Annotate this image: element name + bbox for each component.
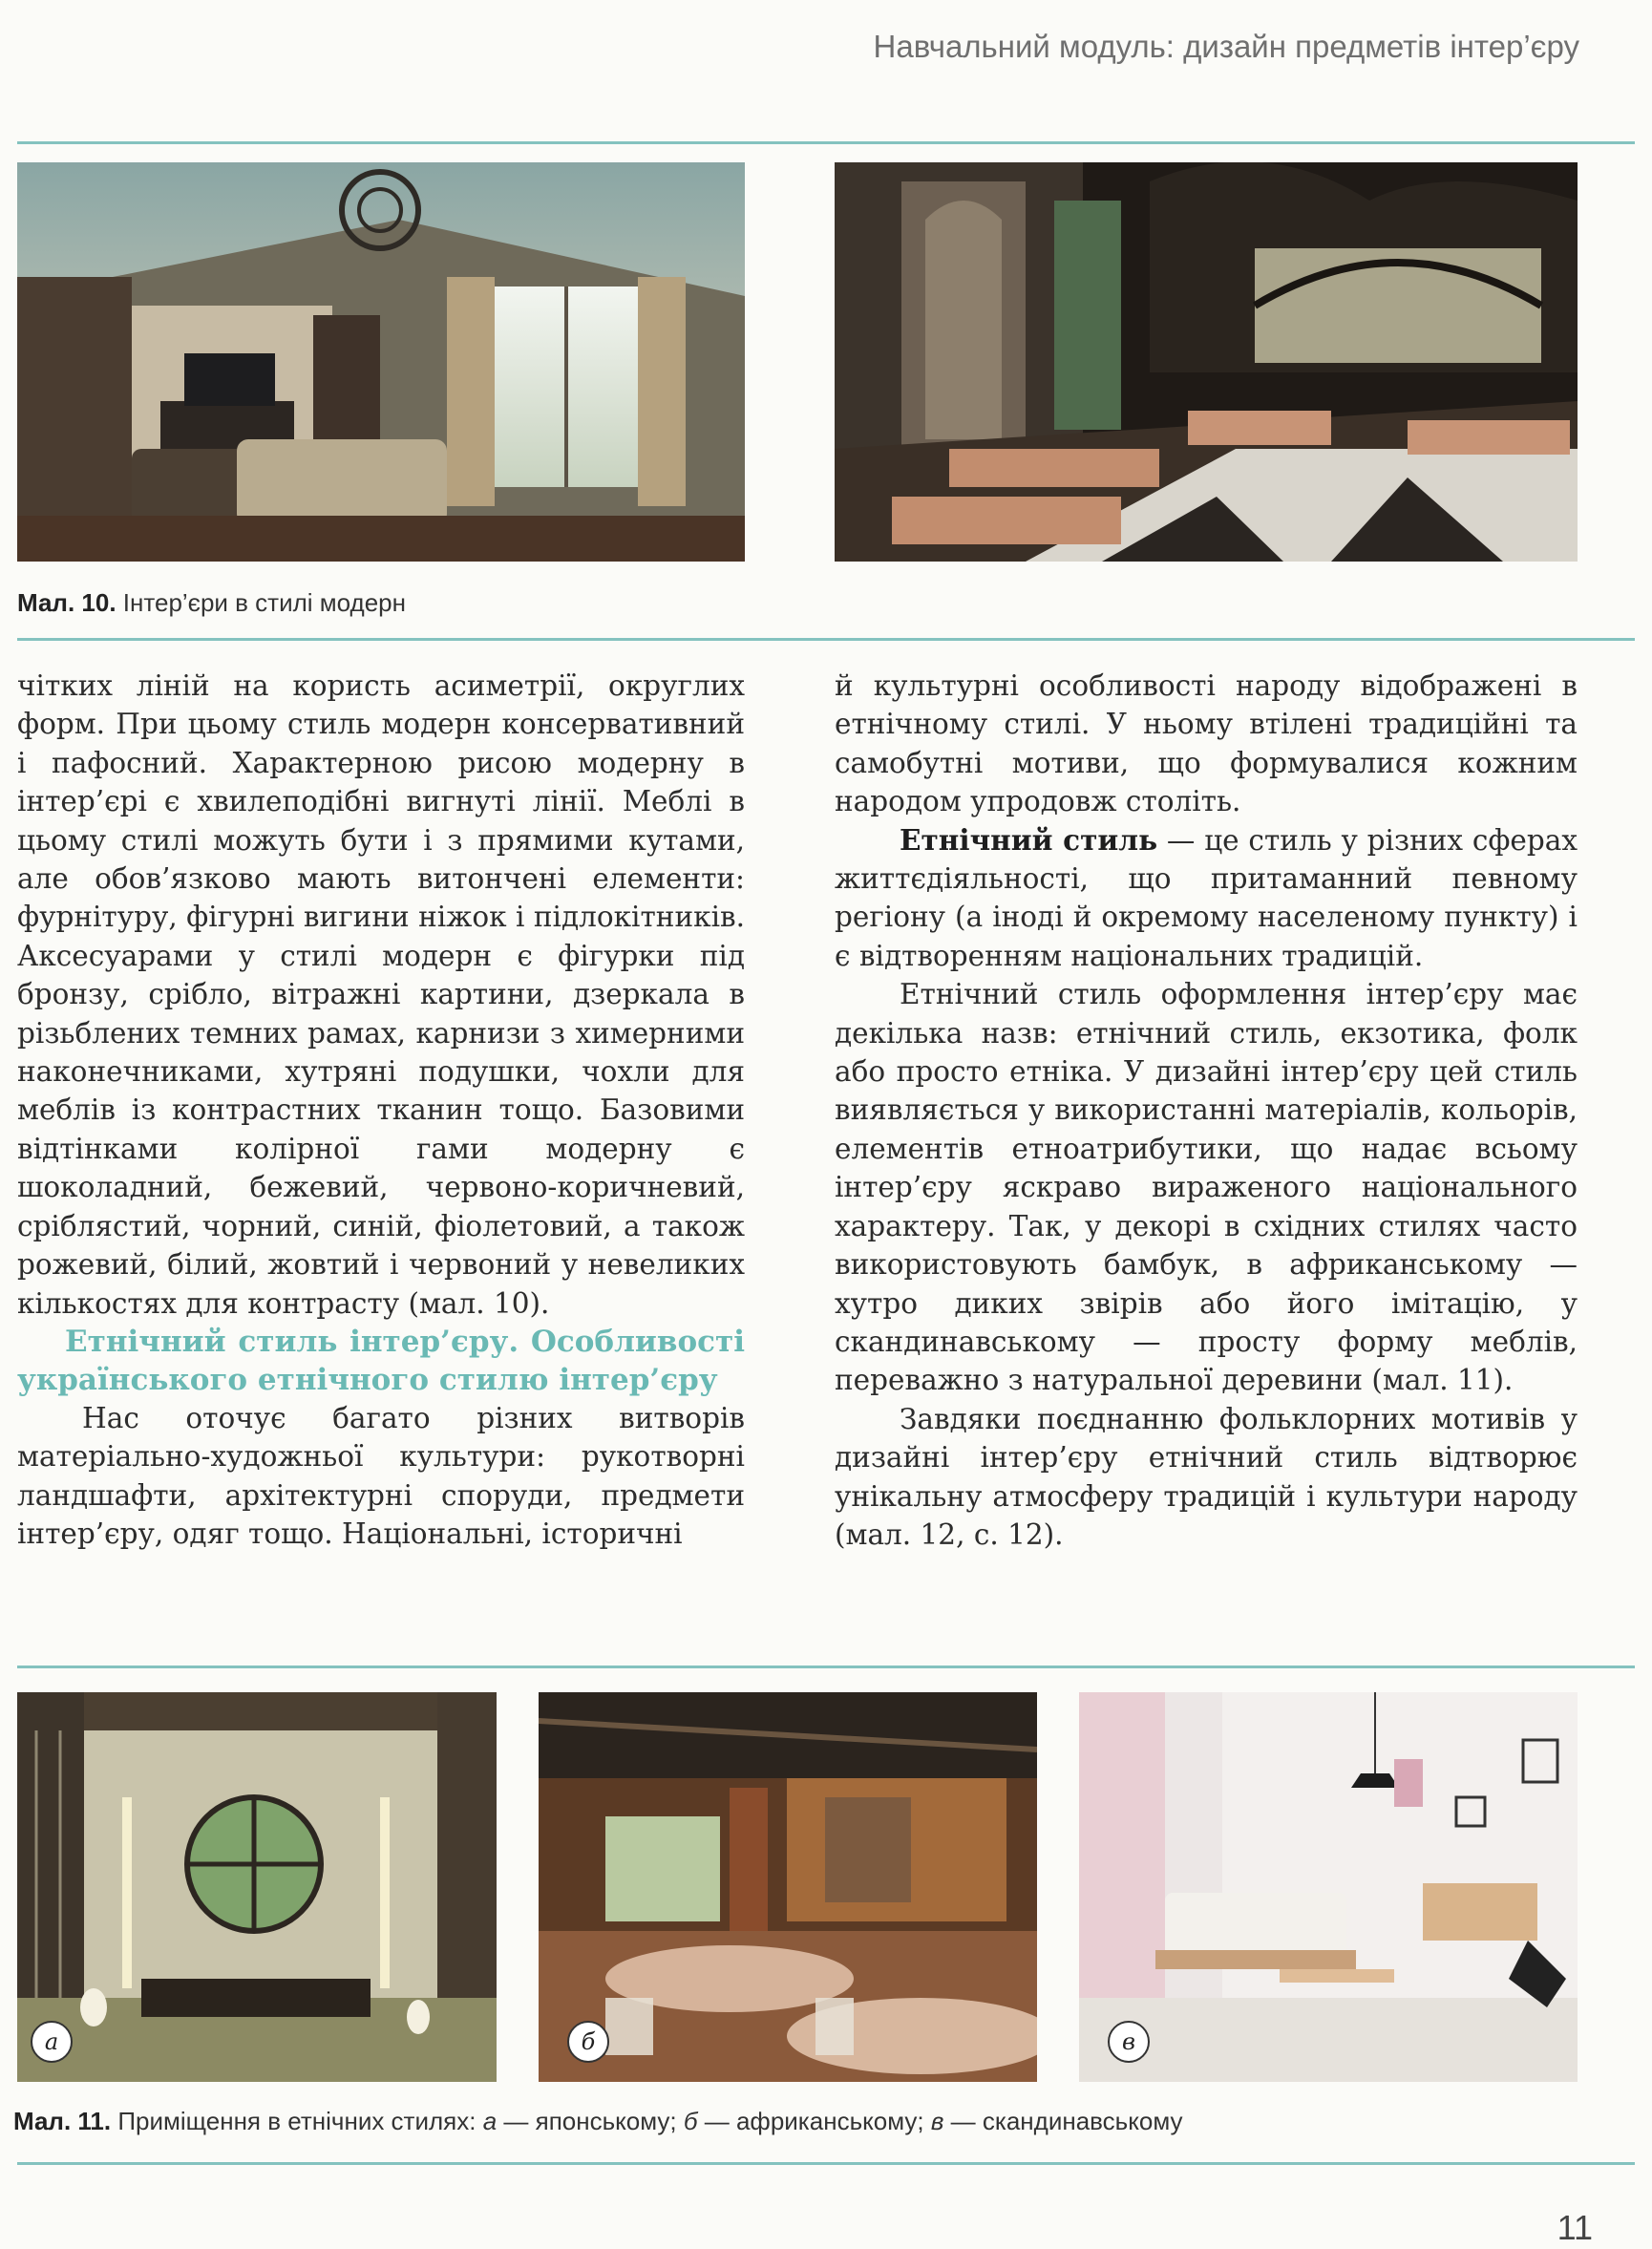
caption-scandinavian: — скандинавському bbox=[943, 2107, 1183, 2135]
figure11-letter-a: а bbox=[31, 2021, 73, 2063]
right-paragraph-3: Етнічний стиль оформлення інтер’єру має декілька назв: етнічний стиль, екзотика, фолк або просто етніка. У дизайні інтер’єру цей стиль виявляється у використанні матеріалів, кольорів, елементів етноатрибутики, що надає всьому інтер’єру яскраво вираженого національного характеру. Так, у декорі в східних стилях часто використовують бамбук, в африканському — хутро диких звірів або його імітацію, у скандинавському — просту форму меблів, переважно з натуральної деревини (мал. 11). bbox=[835, 978, 1578, 1397]
figure11-letter-c: в bbox=[1108, 2021, 1150, 2063]
figure11-caption-intro: Приміщення в етнічних стилях: bbox=[111, 2107, 483, 2135]
figure11-caption bbox=[13, 2107, 1183, 2136]
left-paragraph-2: Нас оточує багато різних витворів матеріально-художньої культури: рукотворні ландшафти, архітектурні споруди, предмети інтер’єру, одяг тощо. Національні, історичні bbox=[17, 1401, 745, 1551]
right-column bbox=[835, 667, 1578, 1554]
caption-japanese: — японському; bbox=[497, 2107, 684, 2135]
left-paragraph-1: чітких ліній на користь асиметрії, округлих форм. При цьому стиль модерн консервативний і пафосний. Характерною рисою модерну в інтер’єрі є хвилеподібні вигнуті лінії. Меблі в цьому стилі можуть бути і з прямими кутами, але обов’язково мають витончені елементи: фурнітуру, фігурні вигини ніжок і підлокітників. Аксесуарами у стилі модерн є фігурки під бронзу, срібло, вітражні картини, дзеркала в різьблених темних рамах, карнизи з химерними наконечниками, хутряні подушки, чохли для меблів із контрастних тканин тощо. Базовими відтінками колірної гами модерну є шоколадний, бежевий, червоно-коричневий, сріблястий, чорний, синій, фіолетовий, а також рожевий, білий, жовтий і червоний у невеликих кількостях для контрасту (мал. 10). bbox=[17, 669, 745, 1320]
photo-modern-living-room bbox=[17, 162, 745, 562]
section-subheading: Етнічний стиль інтер’єру. Особливості українського етнічного стилю інтер’єру bbox=[17, 1324, 745, 1397]
caption-letter-c: в bbox=[930, 2107, 944, 2135]
right-paragraph-2 bbox=[835, 821, 1578, 976]
photo-african-restaurant bbox=[539, 1692, 1037, 2082]
figure10-caption bbox=[17, 588, 406, 618]
photo-modern-cafe bbox=[835, 162, 1578, 562]
caption-letter-a: а bbox=[482, 2107, 498, 2135]
page-number: 11 bbox=[1557, 2208, 1593, 2247]
figure11-top-rule bbox=[17, 1666, 1635, 1668]
caption-rule bbox=[17, 638, 1635, 641]
right-paragraph-4: Завдяки поєднанню фольклорних мотивів у дизайні інтер’єру етнічний стиль відтворює унікальну атмосферу традицій і культури народу (мал. 12, с. 12). bbox=[835, 1402, 1578, 1551]
bottom-rule bbox=[17, 2162, 1635, 2165]
term-ethnic-style: Етнічний стиль bbox=[900, 822, 1158, 857]
photo-japanese-interior bbox=[17, 1692, 497, 2082]
caption-letter-b: б bbox=[683, 2107, 698, 2135]
top-rule bbox=[17, 141, 1635, 144]
left-column bbox=[17, 667, 745, 1554]
figure10-label: Мал. 10. bbox=[17, 588, 116, 617]
caption-african: — африканському; bbox=[697, 2107, 931, 2135]
figure11-label: Мал. 11. bbox=[13, 2107, 112, 2135]
figure11-letter-b: б bbox=[567, 2021, 609, 2063]
definition-text: — це стиль у різних сферах життєдіяльності, що притаманний певному регіону (а іноді й окремому населеному пункту) і є відтворенням національних традицій. bbox=[835, 823, 1578, 972]
right-paragraph-1: й культурні особливості народу відображені в етнічному стилі. У ньому втілені традиційні та самобутні мотиви, що формувалися кожним народом упродовж століть. bbox=[835, 669, 1578, 818]
figure10-caption-text: Інтер’єри в стилі модерн bbox=[122, 588, 407, 617]
running-title: Навчальний модуль: дизайн предметів інтер’єру bbox=[873, 29, 1579, 64]
photo-scandinavian-room bbox=[1079, 1692, 1578, 2082]
